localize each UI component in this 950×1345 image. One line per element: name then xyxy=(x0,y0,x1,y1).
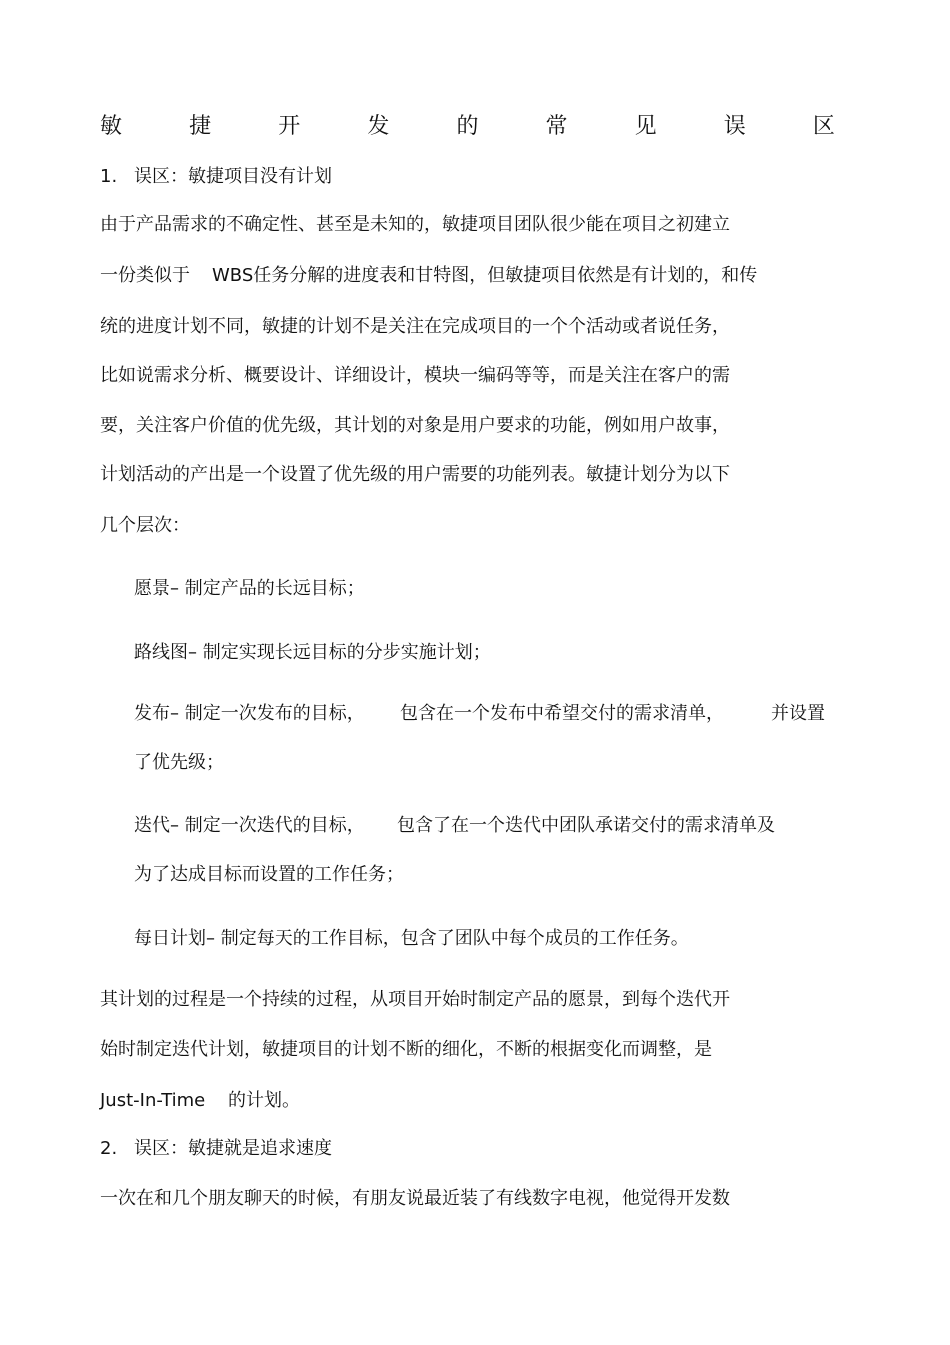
plan-level-iteration: 为了达成目标而设置的工作任务； xyxy=(134,864,404,885)
section-number: 2. xyxy=(100,1138,118,1159)
plan-level-roadmap: 路线图– 制定实现长远目标的分步实施计划； xyxy=(134,642,491,663)
paragraph-line: 要，关注客户价值的优先级，其计划的对象是用户要求的功能，例如用户故事， xyxy=(100,415,730,436)
title-char: 的 xyxy=(456,114,479,139)
paragraph-line: 比如说需求分析、概要设计、详细设计，模块一编码等等，而是关注在客户的需 xyxy=(100,365,730,386)
document-title xyxy=(100,112,835,142)
section-number: 1. xyxy=(100,166,118,187)
paragraph-line: 计划活动的产出是一个设置了优先级的用户需要的功能列表。敏捷计划分为以下 xyxy=(100,464,730,485)
plan-level-release: 了优先级； xyxy=(134,752,224,773)
title-char: 常 xyxy=(545,114,568,139)
title-char: 见 xyxy=(634,114,657,139)
paragraph-line: 由于产品需求的不确定性、甚至是未知的，敏捷项目团队很少能在项目之初建立 xyxy=(100,214,730,235)
title-char: 敏 xyxy=(100,114,123,139)
plan-level-iteration: 迭代– 制定一次迭代的目标， xyxy=(134,815,365,836)
title-char: 捷 xyxy=(189,114,212,139)
paragraph-line: 的计划。 xyxy=(228,1090,300,1111)
plan-level-daily: 每日计划– 制定每天的工作目标，包含了团队中每个成员的工作任务。 xyxy=(134,928,689,949)
paragraph-line: 一份类似于 xyxy=(100,265,190,286)
title-char: 误 xyxy=(723,114,746,139)
section-heading: 误区：敏捷就是追求速度 xyxy=(134,1138,332,1159)
paragraph-line: 一次在和几个朋友聊天的时候，有朋友说最近装了有线数字电视，他觉得开发数 xyxy=(100,1188,730,1209)
paragraph-line: 统的进度计划不同，敏捷的计划不是关注在完成项目的一个个活动或者说任务， xyxy=(100,316,730,337)
paragraph-line: Just-In-Time xyxy=(100,1090,206,1111)
paragraph-line: WBS任务分解的进度表和甘特图，但敏捷项目依然是有计划的，和传 xyxy=(212,265,758,286)
paragraph-line: 始时制定迭代计划，敏捷项目的计划不断的细化，不断的根据变化而调整，是 xyxy=(100,1039,712,1060)
title-char: 区 xyxy=(812,114,835,139)
title-char: 开 xyxy=(278,114,301,139)
plan-level-vision: 愿景– 制定产品的长远目标； xyxy=(134,578,365,599)
paragraph-line: 其计划的过程是一个持续的过程，从项目开始时制定产品的愿景，到每个迭代开 xyxy=(100,989,730,1010)
plan-level-release: 包含在一个发布中希望交付的需求清单， xyxy=(400,703,724,724)
section-heading: 误区：敏捷项目没有计划 xyxy=(134,166,332,187)
paragraph-line: 几个层次： xyxy=(100,515,190,536)
plan-level-release: 发布– 制定一次发布的目标， xyxy=(134,703,365,724)
title-char: 发 xyxy=(367,114,390,139)
plan-level-iteration: 包含了在一个迭代中团队承诺交付的需求清单及 xyxy=(397,815,775,836)
plan-level-release: 并设置 xyxy=(771,703,825,724)
